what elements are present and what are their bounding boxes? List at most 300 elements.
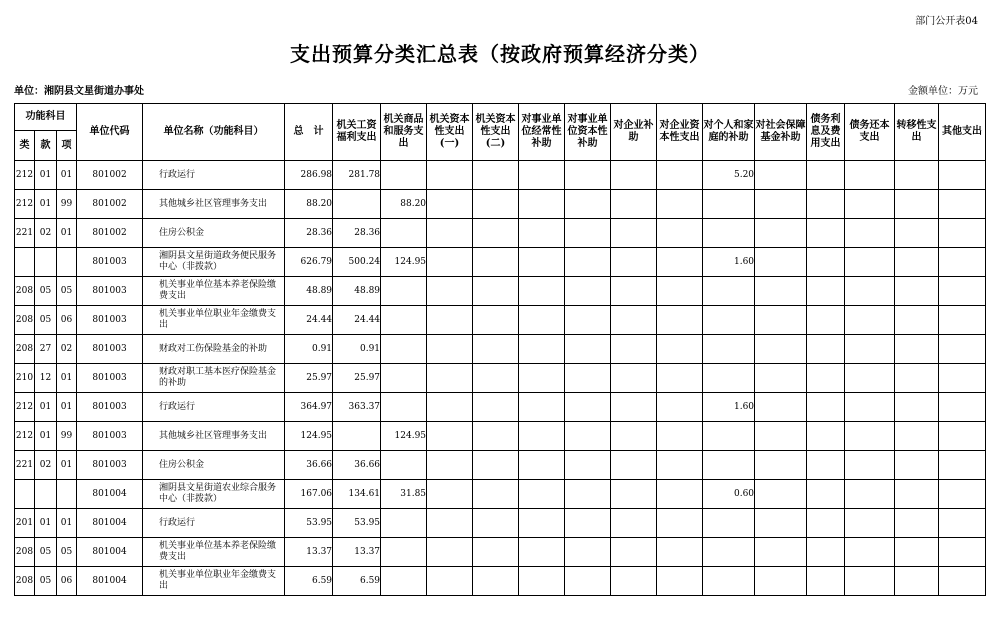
cell-empty: [473, 451, 519, 480]
cell-empty: [755, 335, 807, 364]
cell-empty: [427, 190, 473, 219]
table-row: [15, 248, 986, 277]
cell-empty: [807, 422, 845, 451]
header-col: 债务利息及费用支出: [807, 104, 845, 161]
cell-empty: [939, 509, 986, 538]
cell-empty: [755, 190, 807, 219]
cell-empty: [473, 248, 519, 277]
cell-empty: [939, 422, 986, 451]
header-total: 总 计: [285, 104, 333, 161]
cell-empty: [939, 277, 986, 306]
cell-unit-code: 801003: [77, 364, 143, 393]
cell-empty: [473, 219, 519, 248]
cell-goods-services: [381, 538, 427, 567]
cell-empty: [519, 393, 565, 422]
cell-xiang: 02: [57, 335, 77, 364]
cell-empty: [845, 277, 895, 306]
cell-total: 53.95: [285, 509, 333, 538]
cell-unit-name: [143, 219, 285, 248]
cell-empty: [611, 509, 657, 538]
page-title: 支出预算分类汇总表（按政府预算经济分类）: [290, 42, 710, 66]
cell-wage-welfare: 25.97: [333, 364, 381, 393]
cell-empty: [755, 567, 807, 596]
cell-empty: [755, 364, 807, 393]
header-col: 转移性支出: [895, 104, 939, 161]
cell-empty: [845, 306, 895, 335]
cell-empty: [427, 509, 473, 538]
cell-empty: [939, 161, 986, 190]
cell-empty: [657, 451, 703, 480]
cell-empty: [611, 567, 657, 596]
table-row: [15, 509, 986, 538]
cell-total: 0.91: [285, 335, 333, 364]
expenditure-table: [14, 103, 986, 596]
cell-unit-name-text: 机关事业单位基本养老保险缴费支出: [159, 541, 277, 562]
cell-xiang: 01: [57, 393, 77, 422]
cell-empty: [657, 393, 703, 422]
cell-unit-name: [143, 248, 285, 277]
cell-family-subsidy: [703, 335, 755, 364]
cell-family-subsidy: [703, 190, 755, 219]
table-row: [15, 364, 986, 393]
table-row: [15, 567, 986, 596]
cell-family-subsidy: [703, 219, 755, 248]
cell-goods-services: [381, 509, 427, 538]
cell-empty: [519, 335, 565, 364]
cell-empty: [565, 335, 611, 364]
cell-empty: [657, 248, 703, 277]
cell-empty: [473, 480, 519, 509]
cell-empty: [657, 335, 703, 364]
cell-empty: [895, 248, 939, 277]
cell-xiang: 99: [57, 190, 77, 219]
cell-empty: [611, 335, 657, 364]
cell-empty: [427, 219, 473, 248]
cell-unit-code: 801003: [77, 277, 143, 306]
cell-total: 286.98: [285, 161, 333, 190]
cell-unit-name-text: 行政运行: [159, 401, 196, 412]
cell-empty: [807, 364, 845, 393]
cell-total: 364.97: [285, 393, 333, 422]
cell-empty: [895, 538, 939, 567]
table-row: [15, 161, 986, 190]
cell-unit-code: 801003: [77, 393, 143, 422]
cell-empty: [565, 451, 611, 480]
cell-empty: [611, 451, 657, 480]
cell-empty: [657, 480, 703, 509]
cell-unit-code: 801004: [77, 538, 143, 567]
unit-label: 单位：湘阴县文星街道办事处: [14, 86, 144, 97]
cell-family-subsidy: [703, 422, 755, 451]
cell-unit-name-text: 行政运行: [159, 517, 196, 528]
cell-empty: [427, 393, 473, 422]
cell-unit-name-text: 财政对职工基本医疗保险基金的补助: [159, 367, 277, 388]
cell-empty: [895, 480, 939, 509]
cell-wage-welfare: 48.89: [333, 277, 381, 306]
header-col: 对事业单位经常性补助: [519, 104, 565, 161]
cell-wage-welfare: 13.37: [333, 538, 381, 567]
cell-empty: [939, 538, 986, 567]
cell-wage-welfare: 500.24: [333, 248, 381, 277]
cell-empty: [657, 219, 703, 248]
table-row: [15, 335, 986, 364]
cell-empty: [565, 219, 611, 248]
header-unit-name: 单位名称（功能科目）: [143, 104, 285, 161]
cell-kuan: 01: [35, 393, 57, 422]
cell-empty: [473, 422, 519, 451]
cell-empty: [565, 306, 611, 335]
cell-empty: [473, 335, 519, 364]
header-col: 对社会保障基金补助: [755, 104, 807, 161]
cell-kuan: 27: [35, 335, 57, 364]
cell-kuan: 12: [35, 364, 57, 393]
cell-empty: [807, 219, 845, 248]
header-col: 对企业资本性支出: [657, 104, 703, 161]
cell-empty: [895, 364, 939, 393]
cell-empty: [473, 190, 519, 219]
table-row: [15, 190, 986, 219]
cell-empty: [807, 567, 845, 596]
cell-empty: [611, 364, 657, 393]
cell-xiang: 01: [57, 451, 77, 480]
cell-family-subsidy: 5.20: [703, 161, 755, 190]
cell-total: 124.95: [285, 422, 333, 451]
cell-empty: [519, 364, 565, 393]
cell-empty: [845, 335, 895, 364]
cell-empty: [755, 451, 807, 480]
cell-unit-code: 801004: [77, 480, 143, 509]
header-col: 机关商品和服务支出: [381, 104, 427, 161]
cell-empty: [845, 393, 895, 422]
cell-empty: [845, 248, 895, 277]
header-col: 其他支出: [939, 104, 986, 161]
cell-goods-services: [381, 364, 427, 393]
cell-kuan: 01: [35, 161, 57, 190]
cell-empty: [845, 190, 895, 219]
cell-empty: [565, 422, 611, 451]
cell-unit-name-text: 行政运行: [159, 169, 196, 180]
cell-empty: [611, 480, 657, 509]
cell-kuan: 01: [35, 422, 57, 451]
cell-empty: [845, 364, 895, 393]
cell-lei: 208: [15, 538, 35, 567]
cell-goods-services: [381, 306, 427, 335]
cell-goods-services: [381, 277, 427, 306]
cell-unit-name: [143, 335, 285, 364]
cell-empty: [845, 567, 895, 596]
cell-empty: [427, 364, 473, 393]
cell-family-subsidy: [703, 509, 755, 538]
cell-empty: [427, 567, 473, 596]
cell-empty: [895, 161, 939, 190]
header-unit-code: 单位代码: [77, 104, 143, 161]
cell-family-subsidy: [703, 364, 755, 393]
cell-wage-welfare: 0.91: [333, 335, 381, 364]
cell-unit-name: [143, 509, 285, 538]
cell-kuan: 05: [35, 306, 57, 335]
table-row: [15, 306, 986, 335]
cell-unit-name: [143, 190, 285, 219]
cell-empty: [939, 451, 986, 480]
cell-xiang: 01: [57, 509, 77, 538]
header-kuan: 款: [35, 131, 57, 161]
cell-empty: [895, 335, 939, 364]
cell-lei: [15, 248, 35, 277]
cell-lei: 212: [15, 393, 35, 422]
cell-empty: [565, 509, 611, 538]
cell-empty: [519, 219, 565, 248]
cell-empty: [657, 567, 703, 596]
cell-lei: [15, 480, 35, 509]
cell-xiang: 06: [57, 306, 77, 335]
cell-xiang: 05: [57, 277, 77, 306]
cell-kuan: 01: [35, 190, 57, 219]
cell-lei: 201: [15, 509, 35, 538]
header-col: 对事业单位资本性补助: [565, 104, 611, 161]
cell-empty: [939, 190, 986, 219]
cell-unit-code: 801002: [77, 219, 143, 248]
table-row: [15, 277, 986, 306]
cell-goods-services: [381, 219, 427, 248]
cell-kuan: 01: [35, 509, 57, 538]
cell-empty: [807, 480, 845, 509]
cell-empty: [565, 161, 611, 190]
cell-unit-code: 801003: [77, 335, 143, 364]
cell-family-subsidy: [703, 451, 755, 480]
cell-lei: 208: [15, 335, 35, 364]
cell-empty: [939, 248, 986, 277]
cell-xiang: [57, 480, 77, 509]
cell-family-subsidy: 1.60: [703, 393, 755, 422]
cell-unit-code: 801003: [77, 451, 143, 480]
cell-empty: [519, 567, 565, 596]
cell-empty: [755, 538, 807, 567]
cell-empty: [845, 451, 895, 480]
header-col: 对企业补助: [611, 104, 657, 161]
cell-xiang: 01: [57, 364, 77, 393]
cell-wage-welfare: 363.37: [333, 393, 381, 422]
cell-empty: [755, 219, 807, 248]
cell-lei: 221: [15, 451, 35, 480]
cell-empty: [939, 335, 986, 364]
header-func-subject: 功能科目: [15, 104, 77, 131]
cell-empty: [807, 161, 845, 190]
cell-empty: [895, 451, 939, 480]
cell-empty: [519, 480, 565, 509]
cell-empty: [611, 190, 657, 219]
cell-empty: [611, 161, 657, 190]
cell-empty: [519, 422, 565, 451]
cell-wage-welfare: 281.78: [333, 161, 381, 190]
header-col: 机关资本性支出(一): [427, 104, 473, 161]
cell-unit-name: [143, 451, 285, 480]
cell-empty: [939, 567, 986, 596]
cell-empty: [519, 190, 565, 219]
cell-empty: [657, 509, 703, 538]
cell-empty: [519, 306, 565, 335]
table-body: [15, 161, 986, 596]
cell-lei: 212: [15, 422, 35, 451]
cell-empty: [755, 277, 807, 306]
cell-xiang: 06: [57, 567, 77, 596]
cell-lei: 221: [15, 219, 35, 248]
cell-empty: [565, 190, 611, 219]
cell-empty: [427, 161, 473, 190]
cell-empty: [657, 538, 703, 567]
cell-unit-code: 801004: [77, 567, 143, 596]
cell-unit-name-text: 其他城乡社区管理事务支出: [159, 198, 268, 209]
cell-total: 25.97: [285, 364, 333, 393]
cell-total: 24.44: [285, 306, 333, 335]
cell-wage-welfare: 134.61: [333, 480, 381, 509]
cell-empty: [519, 248, 565, 277]
table-row: [15, 219, 986, 248]
cell-unit-name-text: 机关事业单位基本养老保险缴费支出: [159, 280, 277, 301]
cell-kuan: [35, 248, 57, 277]
cell-empty: [845, 422, 895, 451]
header-xiang: 项: [57, 131, 77, 161]
cell-family-subsidy: [703, 277, 755, 306]
cell-xiang: 05: [57, 538, 77, 567]
cell-empty: [427, 306, 473, 335]
cell-empty: [473, 538, 519, 567]
cell-wage-welfare: 53.95: [333, 509, 381, 538]
cell-total: 626.79: [285, 248, 333, 277]
cell-unit-name: [143, 161, 285, 190]
cell-empty: [427, 480, 473, 509]
cell-kuan: 05: [35, 538, 57, 567]
cell-empty: [611, 538, 657, 567]
cell-empty: [473, 393, 519, 422]
cell-empty: [807, 451, 845, 480]
cell-empty: [427, 422, 473, 451]
cell-lei: 208: [15, 567, 35, 596]
cell-empty: [755, 248, 807, 277]
cell-empty: [755, 480, 807, 509]
cell-empty: [657, 422, 703, 451]
cell-empty: [807, 306, 845, 335]
cell-empty: [519, 161, 565, 190]
cell-unit-name: [143, 480, 285, 509]
cell-kuan: 05: [35, 277, 57, 306]
cell-lei: 208: [15, 306, 35, 335]
cell-empty: [565, 538, 611, 567]
cell-empty: [807, 248, 845, 277]
cell-family-subsidy: 1.60: [703, 248, 755, 277]
cell-total: 48.89: [285, 277, 333, 306]
table-row: [15, 451, 986, 480]
cell-empty: [939, 364, 986, 393]
cell-empty: [755, 509, 807, 538]
cell-empty: [427, 277, 473, 306]
cell-unit-name-text: 机关事业单位职业年金缴费支出: [159, 309, 277, 330]
cell-goods-services: [381, 161, 427, 190]
cell-unit-name: [143, 538, 285, 567]
cell-empty: [807, 538, 845, 567]
cell-empty: [895, 393, 939, 422]
cell-lei: 212: [15, 190, 35, 219]
cell-goods-services: 88.20: [381, 190, 427, 219]
cell-empty: [611, 422, 657, 451]
cell-unit-name-text: 住房公积金: [159, 227, 205, 238]
cell-lei: 212: [15, 161, 35, 190]
cell-total: 167.06: [285, 480, 333, 509]
cell-empty: [565, 393, 611, 422]
cell-empty: [611, 306, 657, 335]
cell-unit-name-text: 财政对工伤保险基金的补助: [159, 343, 268, 354]
cell-empty: [845, 509, 895, 538]
cell-empty: [565, 567, 611, 596]
cell-wage-welfare: 28.36: [333, 219, 381, 248]
cell-unit-name: [143, 277, 285, 306]
header-col: 债务还本支出: [845, 104, 895, 161]
cell-empty: [807, 335, 845, 364]
cell-xiang: 01: [57, 219, 77, 248]
cell-family-subsidy: [703, 567, 755, 596]
cell-empty: [845, 161, 895, 190]
cell-empty: [611, 219, 657, 248]
table-row: [15, 422, 986, 451]
cell-empty: [657, 277, 703, 306]
cell-empty: [807, 190, 845, 219]
cell-empty: [473, 277, 519, 306]
cell-family-subsidy: [703, 538, 755, 567]
form-code-label: 部门公开表04: [915, 16, 978, 27]
cell-empty: [427, 248, 473, 277]
cell-unit-name: [143, 306, 285, 335]
cell-empty: [519, 277, 565, 306]
cell-total: 6.59: [285, 567, 333, 596]
cell-unit-name: [143, 422, 285, 451]
cell-goods-services: [381, 393, 427, 422]
header-lei: 类: [15, 131, 35, 161]
cell-goods-services: [381, 567, 427, 596]
cell-empty: [845, 219, 895, 248]
cell-empty: [657, 161, 703, 190]
cell-empty: [611, 277, 657, 306]
cell-empty: [895, 567, 939, 596]
cell-goods-services: [381, 335, 427, 364]
table-row: [15, 393, 986, 422]
header-col: 对个人和家庭的补助: [703, 104, 755, 161]
amount-unit-label: 金额单位：万元: [908, 86, 978, 97]
cell-xiang: 99: [57, 422, 77, 451]
cell-empty: [657, 364, 703, 393]
cell-empty: [473, 306, 519, 335]
cell-unit-name: [143, 567, 285, 596]
cell-goods-services: 31.85: [381, 480, 427, 509]
cell-lei: 208: [15, 277, 35, 306]
cell-family-subsidy: [703, 306, 755, 335]
cell-empty: [807, 509, 845, 538]
cell-empty: [895, 422, 939, 451]
cell-empty: [755, 422, 807, 451]
cell-empty: [565, 480, 611, 509]
cell-wage-welfare: 6.59: [333, 567, 381, 596]
cell-empty: [473, 161, 519, 190]
cell-total: 88.20: [285, 190, 333, 219]
cell-unit-code: 801002: [77, 190, 143, 219]
cell-unit-code: 801004: [77, 509, 143, 538]
cell-unit-name-text: 湘阴县文星街道农业综合服务中心（非拨款）: [159, 483, 277, 504]
cell-wage-welfare: 24.44: [333, 306, 381, 335]
cell-empty: [845, 480, 895, 509]
header-col: 机关资本性支出(二): [473, 104, 519, 161]
cell-goods-services: 124.95: [381, 422, 427, 451]
cell-unit-code: 801002: [77, 161, 143, 190]
cell-empty: [895, 306, 939, 335]
cell-empty: [657, 306, 703, 335]
